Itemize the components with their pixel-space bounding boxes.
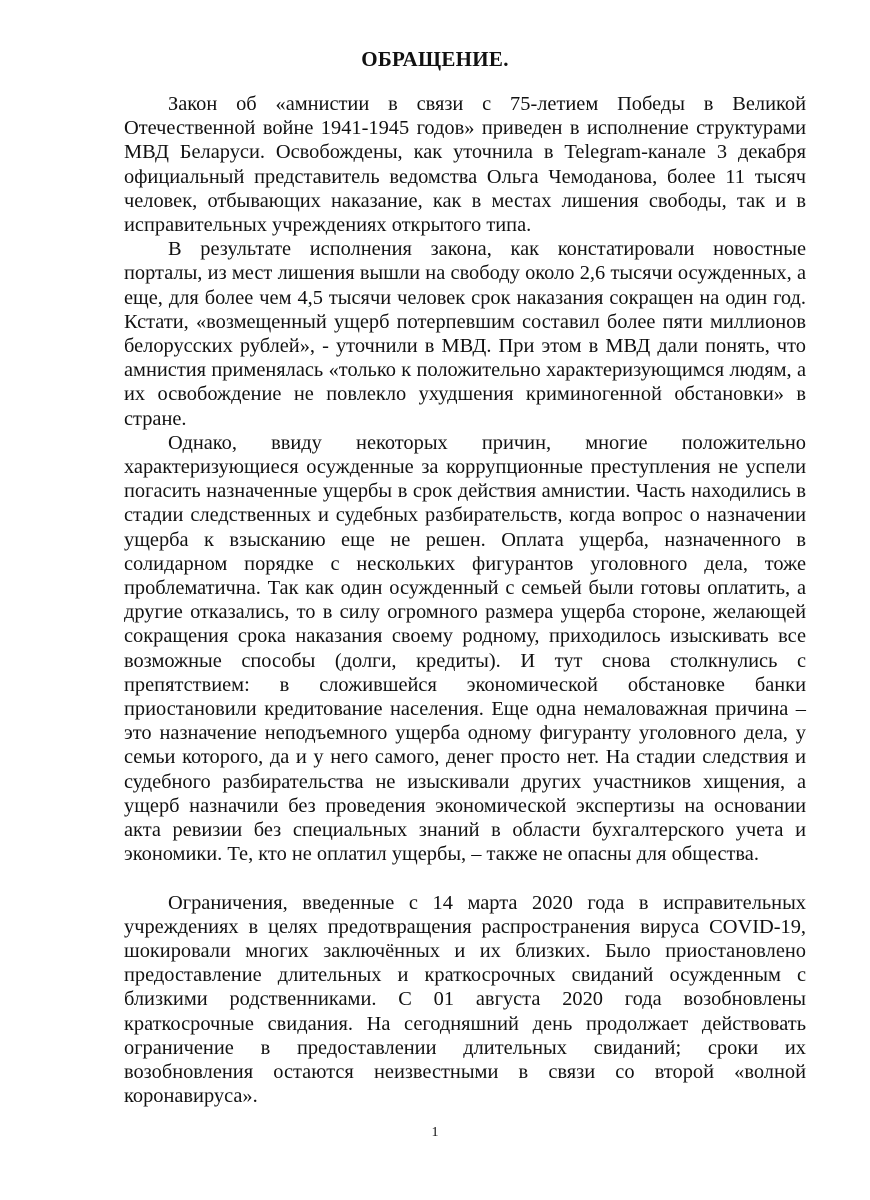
document-body <box>124 92 806 1108</box>
page-title: ОБРАЩЕНИЕ. <box>361 47 509 71</box>
page-number: 1 <box>431 1125 439 1140</box>
paragraph-amnesty-law: Закон об «амнистии в связи с 75-летием Победы в Великой Отечественной войне 1941-1945 годов» приведен в исполнение структурами МВД Беларуси. Освобождены, как уточнила в Telegram-канале 3 декабря официальный представитель ведомства Ольга Чемоданова, более 11 тысяч человек, отбывающих наказание, как в местах лишения свободы, так и в исправительных учреждениях открытого типа. <box>124 93 806 237</box>
paragraph-unpaid-damages: Однако, ввиду некоторых причин, многие положительно характеризующиеся осужденные за коррупционные преступления не успели погасить назначенные ущербы в срок действия амнистии. Часть находились в стадии следственных и судебных разбирательств, когда вопрос о назначении ущерба к взысканию еще не решен. Оплата ущерба, назначенного в солидарном порядке с нескольких фигурантов уголовного дела, тоже проблематична. Так как один осужденный с семьей были готовы оплатить, а другие отказались, то в силу огромного размера ущерба стороне, желающей сокращения срока наказания своему родному, приходилось изыскивать все возможные способы (долги, кредиты). И тут снова столкнулись с препятствием: в сложившейся экономической обстановке банки приостановили кредитование населения. Еще одна немаловажная причина – это назначение неподъемного ущерба одному фигуранту уголовного дела, у семьи которого, да и у него самого, денег просто нет. На стадии следствия и судебного разбирательства не изыскивали других участников хищения, а ущерб назначили без проведения экономической экспертизы на основании акта ревизии без специальных знаний в области бухгалтерского учета и экономики. Те, кто не оплатил ущербы, – также не опасны для общества. <box>124 431 806 866</box>
paragraph-spacer <box>124 867 806 891</box>
paragraph-amnesty-results: В результате исполнения закона, как констатировали новостные порталы, из мест лишения вышли на свободу около 2,6 тысячи осужденных, а еще, для более чем 4,5 тысячи человек срок наказания сокращен на один год. Кстати, «возмещенный ущерб потерпевшим составил более пяти миллионов белорусских рублей», - уточнили в МВД. При этом в МВД дали понять, что амнистия применялась «только к положительно характеризующимся людям, а их освобождение не повлекло ухудшения криминогенной обстановки» в стране. <box>124 238 806 430</box>
paragraph-covid-restrictions: Ограничения, введенные с 14 марта 2020 года в исправительных учреждениях в целях предотвращения распространения вируса COVID-19, шокировали многих заключённых и их близких. Было приостановлено предоставление длительных и краткосрочных свиданий осужденным с близкими родственниками. С 01 августа 2020 года возобновлены краткосрочные свидания. На сегодняшний день продолжает действовать ограничение в предоставлении длительных свиданий; сроки их возобновления остаются неизвестными в связи со второй «волной коронавируса». <box>124 891 806 1108</box>
